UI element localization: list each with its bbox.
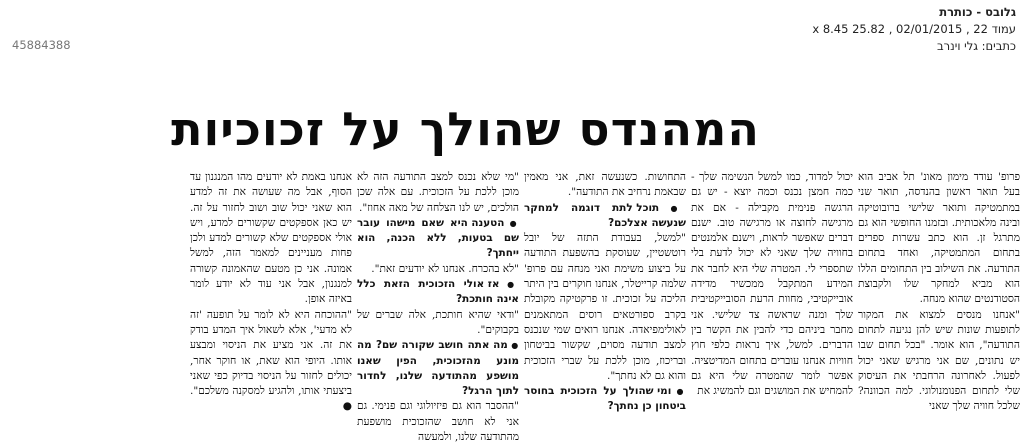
body-paragraph: "ההוכחה היא לא לומר על תופעה 'זה לא מדעי', אלא לשאול איך המדע בודק את זה. אני מציע את הניסוי ומבצע אותו. היופי הוא שאת, או חוקר אחר, יכולים לחזור על הניסוי בדיוק כפי שאני ביצעתי אותו, ולהגיע למסקנה משלכם". ●	[190, 308, 352, 413]
article-id: 45884388	[12, 38, 71, 52]
source-label: גלובס - כותרת	[939, 5, 1016, 19]
interview-question: ● הטענה היא שאם מישהו עובר שם בטעות, ללא הכנה, הוא ייחתך?	[357, 216, 519, 262]
article-column	[357, 170, 519, 444]
body-paragraph: אנחנו באמת לא יודעים מהו המנגנון עד הסוף, אבל מה שעושה את זה למדע הוא שאני יכול שוב ושוב לחזור על זה. יש כאן אספקטים שקשורים למדע, ויש אולי אספקטים שלא קשורים למדע ולכן פחות מעניינים למאמר הזה, למשל אמונה. אני כן מטעם שהאמונה קשורה למנגנון, אבל אני עוד לא יודע לומר באיזה אופן.	[190, 171, 352, 306]
article-column	[190, 170, 352, 432]
interview-question: ● אז אולי הזכוכית הזאת כלל אינה חותכת?	[357, 277, 519, 308]
body-paragraph: "לא בהכרח. אנחנו לא יודעים זאת".	[371, 262, 519, 275]
headline: המהנדס שהולך על זכוכיות	[171, 102, 760, 156]
issue-line: עמוד 22 , 02/01/2015 , 25.82 x 8.45	[812, 22, 1016, 36]
article-column	[858, 170, 1020, 432]
body-paragraph: "למשל, בעבודת התזה של יובל רוטשטיין, שעוסקת בהשפעת התודעה על ביצוע משימת ואני מנחה עם פרופ' שלמה קרייטלר, אנחנו חוקרים בין היתר הליכה על זכוכית. זו פרקטיקה מקובלת בקרב ספורטאים רוסים המתאמנים לאולימפיאדה. אנחנו רואים שמי שנכנס למצב תודעה מסוים, שקשור בביטחון ובריכוז, מוכן ללכת על שברי הזכוכית והוא גם לא נחתך".	[524, 232, 686, 382]
body-paragraph: "ההסבר הוא גם פיזיולוגי וגם פנימי. גם אני לא חושב שהזכוכית מושפעת מהתודעה שלנו, ולמעשה	[357, 400, 519, 444]
article-column	[691, 170, 853, 432]
body-paragraph: "ודאי שהיא חותכת, אלה שברים של בקבוקים".	[357, 308, 519, 336]
interview-question: ● ומי שהולך על הזכוכית בחוסר ביטחון כן נחתך?	[524, 384, 686, 415]
interview-question: ● מה אתה חושב שקורה שם? מה מונע מהזכוכית, הפין שאנו מושפע מהתודעה שלנו, לחדור לתוך הרגל?	[357, 338, 519, 399]
body-paragraph: "אנחנו מנסים למצוא את המקור לתופעות שונות שיש להן נגיעה לתחום התודעה", הוא אומר. "בכל תחום שבו יש נתונים, שם אני מרגיש שאני יכול לפעול. לאחרונה הרחבתי את העיסוק שלי לתחום הפנומנולוגי. למה הכוונה? שלכל חוויה שלך שאני	[858, 308, 1020, 413]
body-paragraph: יכול למדוד, כמו למשל הנשימה שלך - כמה חמצן נכנס וכמה יוצא - יש גם הרגשה פנימית מקבילה - אם את מרגישה לחוצה או מרגישה טוב. ישנם דברים שאפשר לראות, וישנם אלמנטים בחוויה שלך שאני לא יכול לדעת בלי שתספרי לי. המטרה שלי היא לחבר את המידע המתקבל ממכשיר מדידה אובייקטיבי, מחוות הרעת הסובייקטיבית שלך ומנה שראשה צד שלישי. אני מחבר ביניהם כדי להבין את הקשר בין הדברים. למשל, איך נראות כלפי חוץ חוויות אנחנו עוברים בתחום המדיטציה. אפשר לומר שהמטרה שלי היא גם להמחיש את המושגים וגם להמשיג את	[691, 171, 853, 398]
author-line: כתבים: גלי וינרב	[937, 39, 1016, 53]
body-paragraph: "מי שלא נכנס למצב התודעה הזה לא מוכן ללכת על הזכוכית. עם אלה שכן הולכים, יש לנו הצלחה של מאה אחוז".	[357, 171, 519, 214]
body-paragraph: פרופ' עודד מימון מאונ' תל אביב הוא בעל תואר ראשון בהנדסה, תואר שני במתמטיקה ותואר שלישי ברובוטיקה ובינה מלאכותית. ובזמנו החופשי הוא גם מתרגל זן. הוא כתב עשרות ספרים בתחום המתמטיקה, ואחד בתחום התודעה. את השילוב בין התחומים הללו הוא מביא למחקר שלו ולקבוצת הסטודנטים שהוא מנחה.	[858, 171, 1020, 306]
interview-question: ● תוכל לתת דוגמה למחקר שנעשה אצלכם?	[524, 201, 686, 232]
article-columns	[22, 170, 1020, 444]
article-column	[524, 170, 686, 432]
body-paragraph: התחושות. כשנעשה זאת, אני מאמין שבאמת נרחיב את התודעה".	[524, 171, 686, 199]
